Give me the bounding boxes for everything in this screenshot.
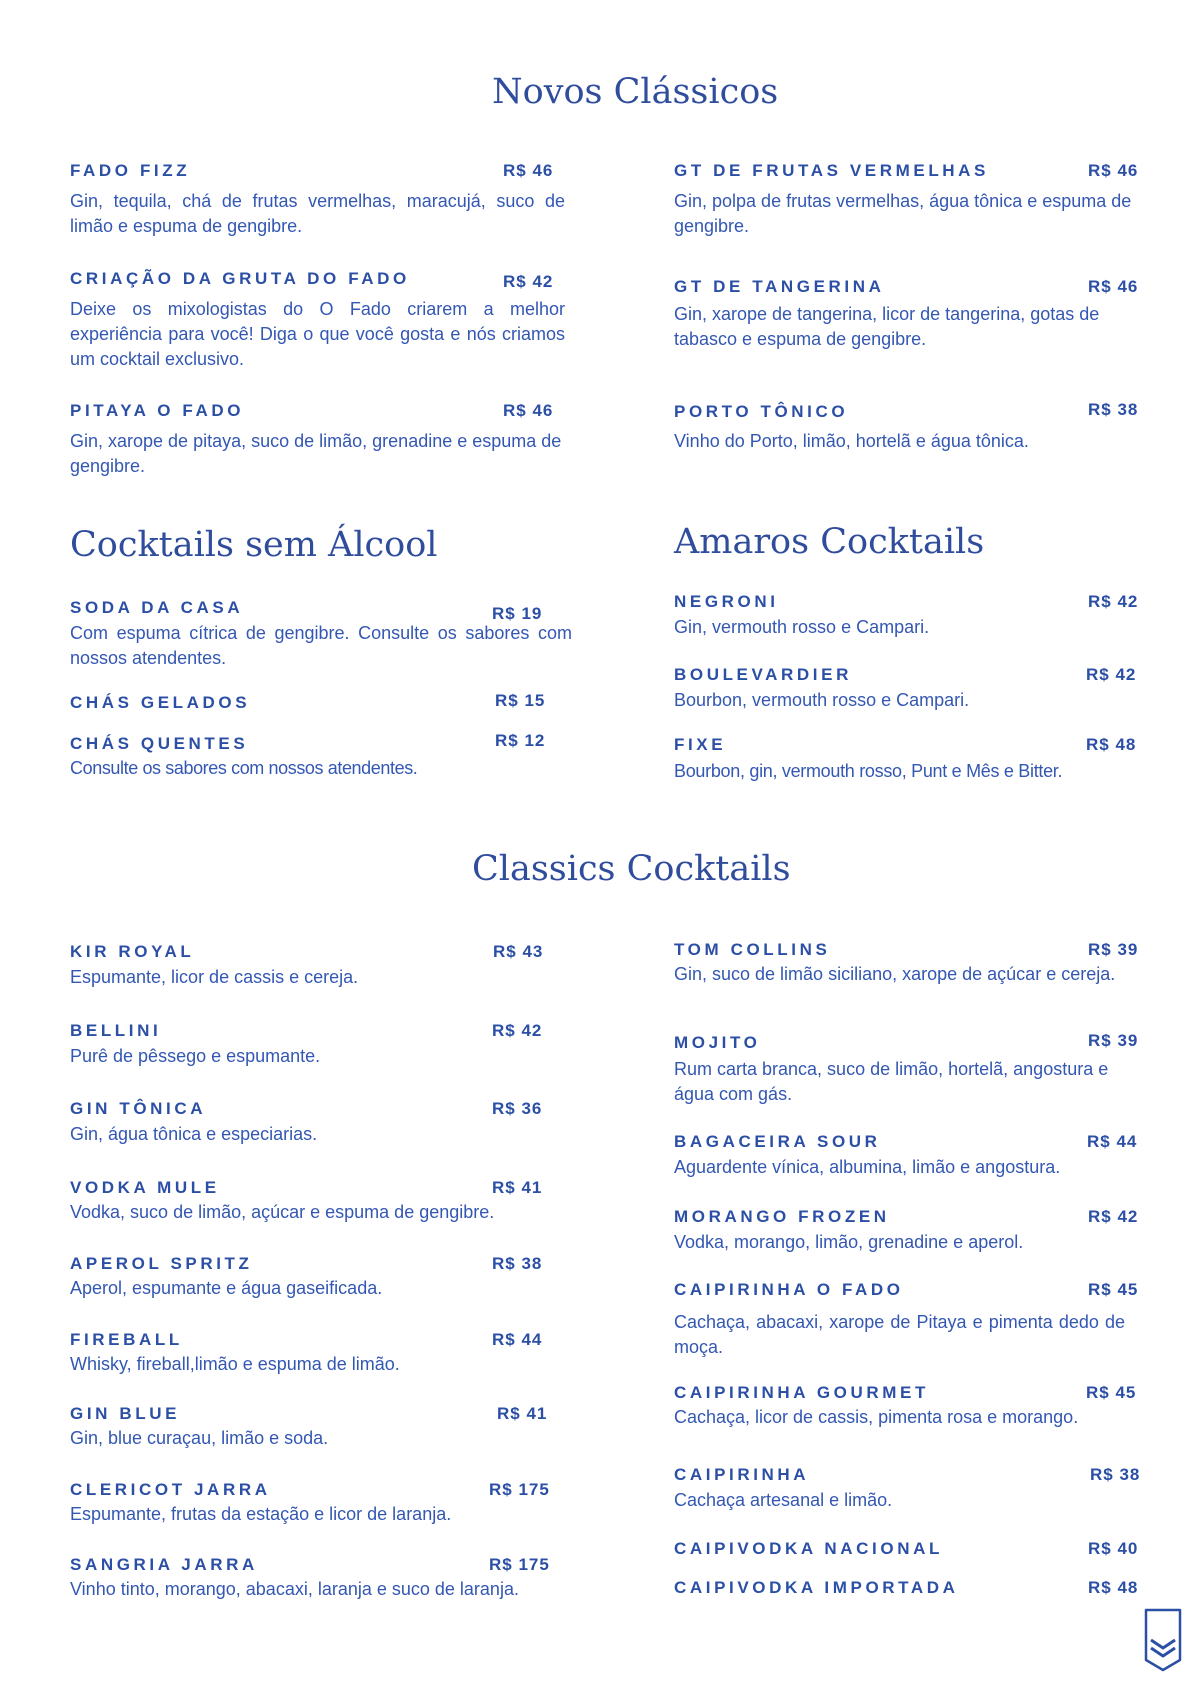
item-name: CLERICOT JARRA xyxy=(70,1480,271,1499)
item-price: R$ 42 xyxy=(503,272,554,291)
item-name: CAIPIRINHA xyxy=(674,1465,810,1484)
item-price: R$ 175 xyxy=(489,1480,550,1499)
item-price: R$ 39 xyxy=(1088,940,1139,959)
item-description: Consulte os sabores com nossos atendentes. xyxy=(70,758,418,778)
item-price: R$ 46 xyxy=(1088,277,1139,296)
item-description: Gin, suco de limão siciliano, xarope de açúcar e cereja. xyxy=(674,964,1116,984)
item-description: Espumante, frutas da estação e licor de laranja. xyxy=(70,1504,452,1524)
item-name: CHÁS QUENTES xyxy=(70,734,249,753)
item-price: R$ 12 xyxy=(495,731,546,750)
item-description: Aguardente vínica, albumina, limão e angostura. xyxy=(674,1157,1061,1177)
item-price: R$ 44 xyxy=(492,1330,543,1349)
item-description: Vodka, morango, limão, grenadine e aperol. xyxy=(674,1232,1024,1252)
item-name: APEROL SPRITZ xyxy=(70,1254,253,1273)
item-description: Bourbon, gin, vermouth rosso, Punt e Mês e Bitter. xyxy=(674,761,1063,781)
item-description: Aperol, espumante e água gaseificada. xyxy=(70,1278,383,1298)
item-description: Whisky, fireball,limão e espuma de limão. xyxy=(70,1354,400,1374)
item-description: Gin, polpa de frutas vermelhas, água tônica e espuma de gengibre. xyxy=(674,191,1132,236)
item-name: SODA DA CASA xyxy=(70,598,244,617)
item-price: R$ 46 xyxy=(503,401,554,420)
item-price: R$ 48 xyxy=(1086,735,1137,754)
item-name: FIREBALL xyxy=(70,1330,183,1349)
item-description: Gin, água tônica e especiarias. xyxy=(70,1124,318,1144)
item-price: R$ 19 xyxy=(492,604,543,623)
item-price: R$ 15 xyxy=(495,691,546,710)
section-title-amaros: Amaros Cocktails xyxy=(674,522,985,562)
item-description: Cachaça artesanal e limão. xyxy=(674,1490,893,1510)
item-price: R$ 40 xyxy=(1088,1539,1139,1558)
item-price: R$ 38 xyxy=(1090,1465,1141,1484)
item-name: KIR ROYAL xyxy=(70,942,195,961)
item-description: Gin, vermouth rosso e Campari. xyxy=(674,617,930,637)
item-description: Gin, xarope de tangerina, licor de tangerina, gotas de tabasco e espuma de gengibre. xyxy=(674,304,1100,349)
item-price: R$ 41 xyxy=(497,1404,548,1423)
item-name: NEGRONI xyxy=(674,592,779,611)
item-name: BELLINI xyxy=(70,1021,162,1040)
item-name: PITAYA O FADO xyxy=(70,401,245,420)
item-name: FIXE xyxy=(674,735,727,754)
item-name: PORTO TÔNICO xyxy=(674,402,849,421)
item-description: Bourbon, vermouth rosso e Campari. xyxy=(674,690,970,710)
item-description: Rum carta branca, suco de limão, hortelã, angostura e água com gás. xyxy=(674,1059,1109,1104)
item-price: R$ 41 xyxy=(492,1178,543,1197)
section-title-classics: Classics Cocktails xyxy=(472,849,791,889)
item-description: Purê de pêssego e espumante. xyxy=(70,1046,321,1066)
item-price: R$ 42 xyxy=(1088,592,1139,611)
item-name: BOULEVARDIER xyxy=(674,665,852,684)
item-price: R$ 42 xyxy=(1088,1207,1139,1226)
item-price: R$ 46 xyxy=(503,161,554,180)
item-name: MORANGO FROZEN xyxy=(674,1207,890,1226)
item-name: BAGACEIRA SOUR xyxy=(674,1132,881,1151)
item-description: Cachaça, licor de cassis, pimenta rosa e morango. xyxy=(674,1407,1079,1427)
item-name: CHÁS GELADOS xyxy=(70,693,251,712)
item-name: CRIAÇÃO DA GRUTA DO FADO xyxy=(70,269,410,288)
item-description: Gin, blue curaçau, limão e soda. xyxy=(70,1428,329,1448)
item-price: R$ 44 xyxy=(1087,1132,1138,1151)
item-name: GIN BLUE xyxy=(70,1404,181,1423)
item-price: R$ 45 xyxy=(1086,1383,1137,1402)
item-name: CAIPIVODKA IMPORTADA xyxy=(674,1578,959,1597)
item-description: Vinho tinto, morango, abacaxi, laranja e suco de laranja. xyxy=(70,1579,519,1599)
item-price: R$ 38 xyxy=(492,1254,543,1273)
item-price: R$ 43 xyxy=(493,942,544,961)
section-title-novos-classicos: Novos Clássicos xyxy=(492,72,779,112)
chevron-down-icon xyxy=(1144,1608,1182,1672)
item-description: Gin, xarope de pitaya, suco de limão, grenadine e espuma de gengibre. xyxy=(70,431,562,476)
item-name: FADO FIZZ xyxy=(70,161,191,180)
item-description: Com espuma cítrica de gengibre. Consulte os sabores com nossos atendentes. xyxy=(70,623,572,668)
item-name: GT DE TANGERINA xyxy=(674,277,885,296)
item-name: TOM COLLINS xyxy=(674,940,831,959)
item-price: R$ 39 xyxy=(1088,1031,1139,1050)
item-price: R$ 175 xyxy=(489,1555,550,1574)
item-price: R$ 42 xyxy=(492,1021,543,1040)
item-description: Gin, tequila, chá de frutas vermelhas, maracujá, suco de limão e espuma de gengibre. xyxy=(70,191,565,236)
item-name: CAIPIVODKA NACIONAL xyxy=(674,1539,943,1558)
item-description: Vinho do Porto, limão, hortelã e água tônica. xyxy=(674,431,1029,451)
item-price: R$ 42 xyxy=(1086,665,1137,684)
item-name: SANGRIA JARRA xyxy=(70,1555,258,1574)
item-name: CAIPIRINHA O FADO xyxy=(674,1280,904,1299)
item-price: R$ 48 xyxy=(1088,1578,1139,1597)
item-name: GT DE FRUTAS VERMELHAS xyxy=(674,161,990,180)
item-description: Deixe os mixologistas do O Fado criarem a melhor experiência para você! Diga o que você gosta e nós criamos um cocktail exclusivo. xyxy=(70,299,565,369)
item-price: R$ 38 xyxy=(1088,400,1139,419)
item-name: MOJITO xyxy=(674,1033,761,1052)
item-price: R$ 36 xyxy=(492,1099,543,1118)
item-description: Vodka, suco de limão, açúcar e espuma de gengibre. xyxy=(70,1202,495,1222)
item-name: VODKA MULE xyxy=(70,1178,220,1197)
item-price: R$ 46 xyxy=(1088,161,1139,180)
item-description: Cachaça, abacaxi, xarope de Pitaya e pimenta dedo de moça. xyxy=(674,1312,1125,1357)
section-title-sem-alcool: Cocktails sem Álcool xyxy=(70,525,438,565)
item-description: Espumante, licor de cassis e cereja. xyxy=(70,967,359,987)
item-price: R$ 45 xyxy=(1088,1280,1139,1299)
item-name: GIN TÔNICA xyxy=(70,1099,207,1118)
item-name: CAIPIRINHA GOURMET xyxy=(674,1383,929,1402)
